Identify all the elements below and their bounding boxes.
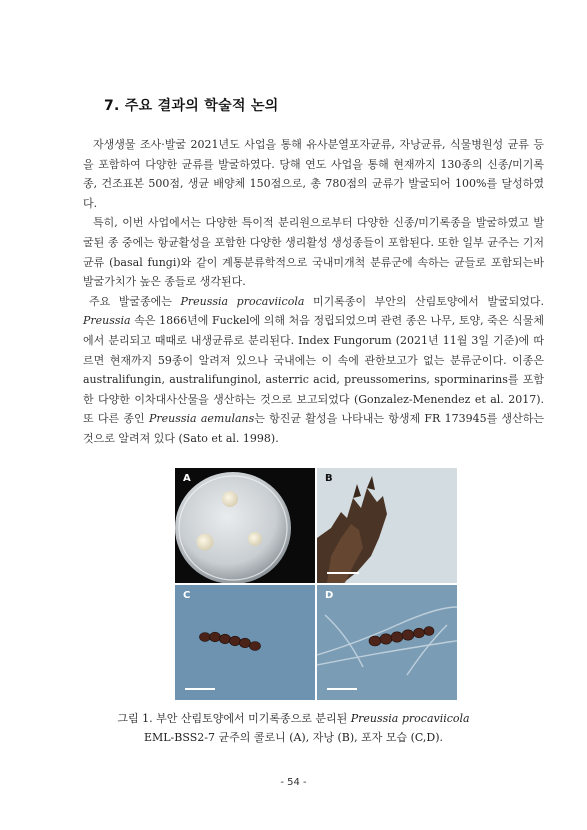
species-name-preussia-procaviicola: Preussia procaviicola [180,294,305,308]
section-heading: 7. 주요 결과의 학술적 논의 [104,98,279,114]
ascus-microscopy-image [317,468,457,583]
paragraph-2: 특히, 이번 사업에서는 다양한 특이적 분리원으로부터 다양한 신종/미기록종을 발굴하였고 발굴된 종 중에는 항균활성을 포함한 다양한 생리활성 생성종들이 포함된다. 또한 일부 균주는 기저균류 (basal fungi)와 같이 계통분류학적으로 국내미개척 분류군에 속하는 균들로 포함되는바 발굴가치가 높은 종들로 생각된다. [83,216,544,289]
paragraph-3-part-g: 는 항진균 활성을 나타내는 항생제 FR 173945를 생산하는 것으로 알려져 있다 (Sato et al. 1998). [83,412,544,445]
page-number: - 54 - [280,777,307,788]
panel-b-ascus-photo [317,468,457,583]
genus-name-preussia: Preussia [83,314,131,328]
caption-line-2: EML-BSS2-7 균주의 콜로니 (A), 자낭 (B), 포자 모습 (C,D). [143,731,444,744]
paragraph-3-part-e: 속은 1866년에 Fuckel에 의해 처음 정립되었으며 관련 종은 나무, 토양, 죽은 식물체에서 분리되고 때때로 내생균류로 분리된다. Index Fungorum (2021년 11월 3일 기준)에 따르면 현재까지 59종이 알려져 있으나 국내에는 이 속에 관한보고가 없는 분류군이다. 이종은 australifungin, australifunginol, asterric acid, preussomerins, sporminarins를 포함한 다양한 이차대사산물을 생산하는 것으로 보고되었다 (Gonzalez-Menendez et al. 2017). 또 다른 종인 [83,314,544,426]
panel-a-colony-photo [175,468,315,583]
paragraph-3-part-c: 미기록종이 부안의 산림토양에서 발굴되었다. [304,294,544,308]
species-name-preussia-aemulans: Preussia aemulans [148,412,255,426]
caption-species-name: Preussia procaviicola [350,712,470,725]
panel-d-spore-photo [317,585,457,700]
panel-c-spore-photo [175,585,315,700]
body-text [83,135,544,449]
panel-label-b: B [325,473,333,484]
spore-chain-image-d [317,585,457,700]
paragraph-3-part-a: 주요 발굴종에는 [89,294,181,308]
caption-line-1 [60,709,527,728]
caption-text-a: 그림 1. 부안 산림토양에서 미기록종으로 분리된 [117,712,351,725]
petri-dish-image [175,468,315,583]
panel-label-a: A [183,473,191,484]
panel-label-c: C [183,590,191,601]
panel-label-d: D [325,590,334,601]
spore-chain-image-c [175,585,315,700]
figure-caption [60,709,527,747]
paragraph-3 [83,292,544,449]
figure-1 [175,468,457,700]
paragraph-1: 자생생물 조사·발굴 2021년도 사업을 통해 유사분열포자균류, 자낭균류, 식물병원성 균류 등을 포함하여 다양한 균류를 발굴하였다. 당해 연도 사업을 통해 현재까지 130종의 신종/미기록종, 건조표본 500점, 생균 배양체 150점으로, 총 780점의 균류가 발굴되어 100%를 달성하였다. [83,138,544,210]
